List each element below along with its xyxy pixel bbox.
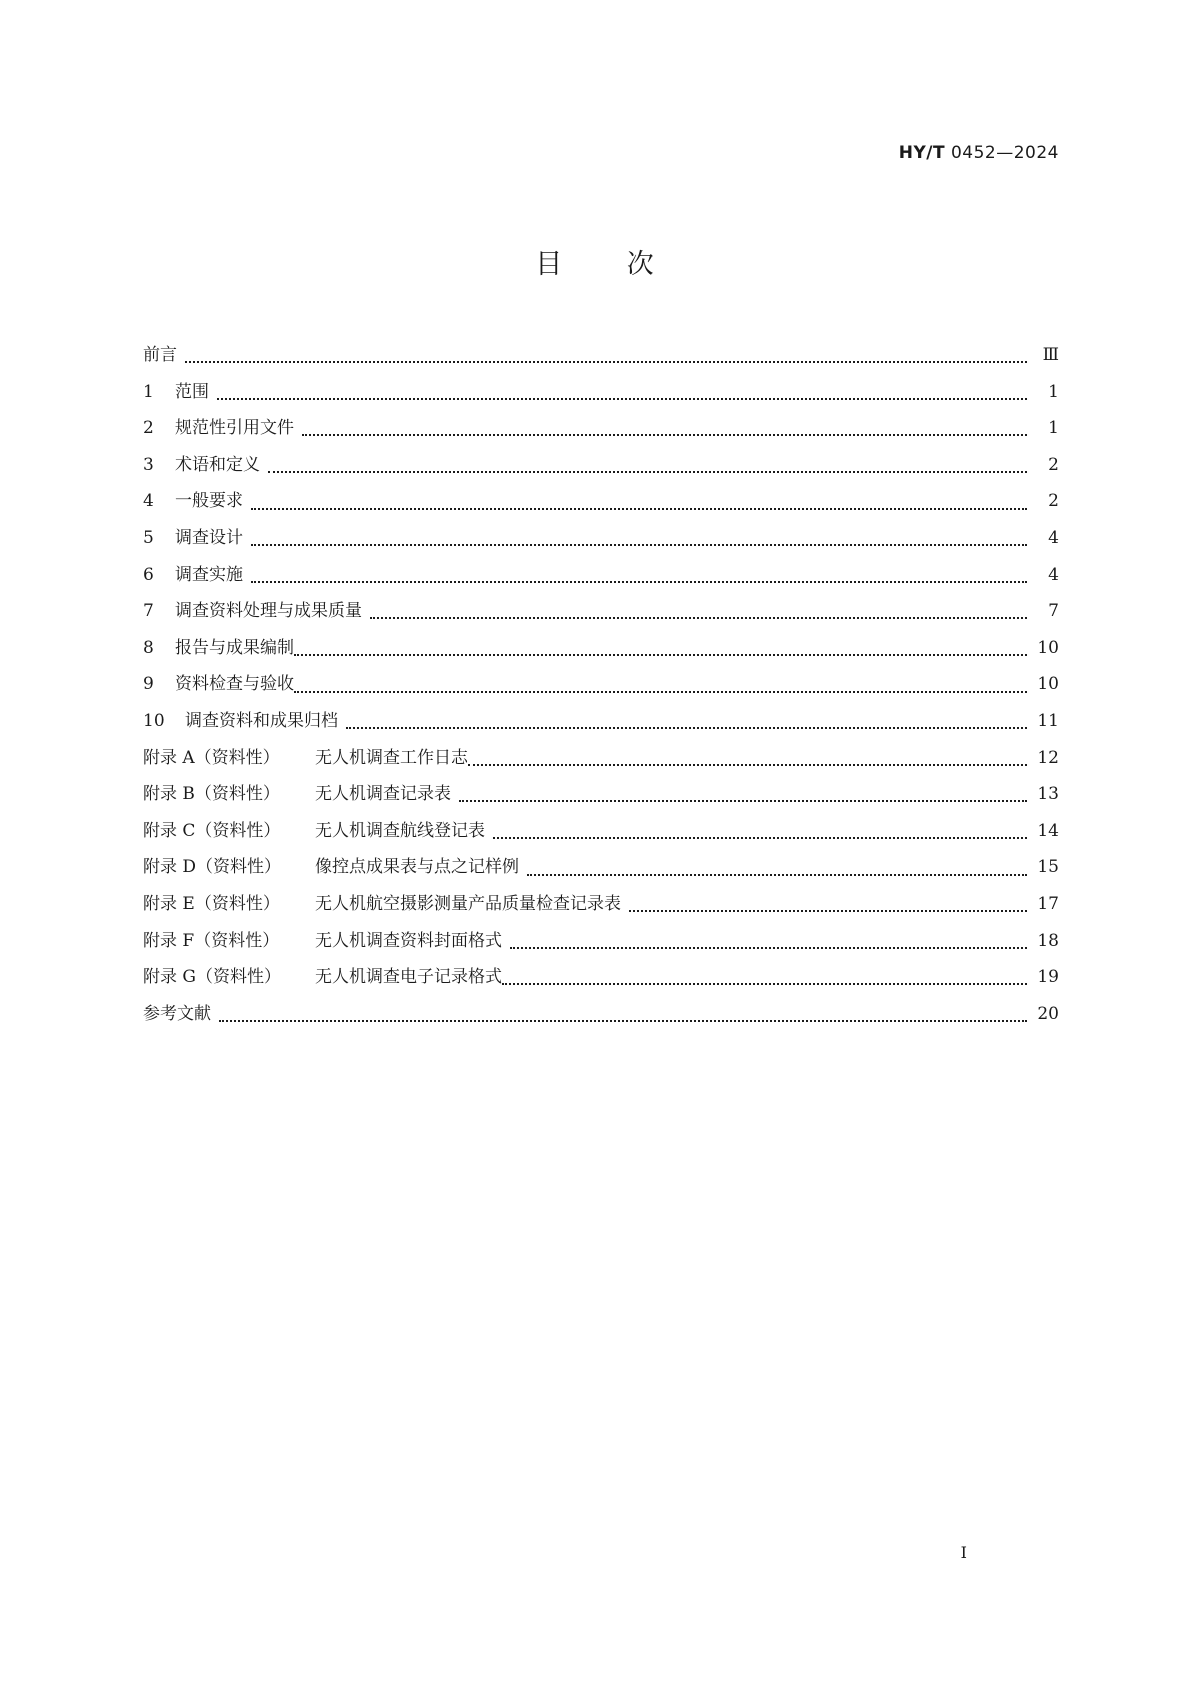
toc-leader (251, 544, 1027, 546)
toc-page-number: 7 (1048, 601, 1059, 622)
toc-leader (629, 910, 1027, 912)
standard-number: 0452—2024 (950, 143, 1059, 163)
toc-entry-label: 资料检查与验收 (175, 674, 294, 695)
toc-entry-label: 像控点成果表与点之记样例 (315, 857, 519, 878)
toc-leader (219, 1020, 1027, 1022)
toc-leader (510, 947, 1027, 949)
toc-appendix-b[interactable] (143, 779, 1059, 816)
toc-entry-label: 调查资料处理与成果质量 (175, 601, 362, 622)
toc-leader (185, 361, 1027, 363)
toc-leader (459, 800, 1027, 802)
toc-entry-label: 前言 (143, 345, 177, 365)
toc-leader (370, 617, 1027, 619)
standard-prefix: HY/T (898, 143, 946, 163)
toc-leader (468, 764, 1027, 766)
page-number: I (960, 1543, 967, 1562)
standard-code (899, 143, 1059, 163)
toc-leader (217, 398, 1027, 400)
toc-entry-label: 无人机航空摄影测量产品质量检查记录表 (315, 893, 621, 914)
toc-entry-number: 3 (143, 454, 154, 475)
toc-leader (493, 837, 1027, 839)
toc-appendix-g[interactable] (143, 962, 1059, 999)
toc-entry-label: 参考文献 (143, 1003, 211, 1024)
toc-entry-label: 范围 (175, 381, 209, 402)
toc-page-number: 10 (1037, 674, 1059, 695)
toc-entry-label: 规范性引用文件 (175, 418, 294, 439)
toc-entry-label: 无人机调查资料封面格式 (315, 930, 502, 951)
appendix-prefix: 附录 B（资料性） (143, 784, 280, 805)
toc-leader (502, 983, 1027, 985)
toc-appendix-e[interactable] (143, 889, 1059, 926)
toc-page-number: 1 (1048, 418, 1059, 439)
toc-entry-3[interactable] (143, 450, 1059, 487)
toc-page-number: 14 (1037, 820, 1059, 841)
page-title: 目 次 (535, 249, 656, 280)
toc-entry-number: 9 (143, 674, 154, 695)
toc-leader (346, 727, 1027, 729)
toc-page-number: 19 (1037, 967, 1059, 988)
toc-appendix-f[interactable] (143, 926, 1059, 963)
toc-entry-label: 无人机调查航线登记表 (315, 820, 485, 841)
toc-entry-number: 6 (143, 564, 154, 585)
toc-entry-number: 2 (143, 418, 154, 439)
toc-entry-label: 无人机调查电子记录格式 (315, 967, 502, 988)
toc-page-number: 4 (1048, 564, 1059, 585)
toc-entry-label: 无人机调查记录表 (315, 784, 451, 805)
toc-entry-5[interactable] (143, 523, 1059, 560)
toc-entry-foreword[interactable] (143, 340, 1059, 377)
toc-page-number: 17 (1037, 893, 1059, 914)
toc-entry-6[interactable] (143, 560, 1059, 597)
toc-appendix-c[interactable] (143, 816, 1059, 853)
toc-page-number: 4 (1048, 527, 1059, 548)
appendix-prefix: 附录 F（资料性） (143, 930, 280, 951)
toc-entry-8[interactable] (143, 633, 1059, 670)
toc-entry-number: 4 (143, 491, 154, 512)
toc-page-number: 15 (1037, 857, 1059, 878)
toc-page-number: 18 (1037, 930, 1059, 951)
toc-page-number: 1 (1048, 381, 1059, 402)
toc-entry-label: 调查设计 (175, 527, 243, 548)
toc-entry-label: 调查资料和成果归档 (185, 710, 338, 731)
toc-entry-1[interactable] (143, 377, 1059, 414)
toc-leader (251, 508, 1027, 510)
toc-entry-2[interactable] (143, 413, 1059, 450)
toc-entry-7[interactable] (143, 596, 1059, 633)
toc-page-number: 12 (1037, 747, 1059, 768)
toc-entry-number: 1 (143, 381, 154, 402)
appendix-prefix: 附录 D（资料性） (143, 857, 282, 878)
toc-leader (251, 581, 1027, 583)
toc-entry-label: 术语和定义 (175, 454, 260, 475)
toc-appendix-d[interactable] (143, 852, 1059, 889)
toc-entry-number: 5 (143, 527, 154, 548)
toc-entry-references[interactable] (143, 999, 1059, 1036)
toc-entry-number: 8 (143, 637, 154, 658)
appendix-prefix: 附录 E（资料性） (143, 893, 280, 914)
toc-leader (294, 654, 1027, 656)
toc-entry-number: 10 (143, 710, 165, 731)
table-of-contents (143, 340, 1059, 1035)
toc-page-number: 20 (1037, 1003, 1059, 1024)
toc-appendix-a[interactable] (143, 743, 1059, 780)
appendix-prefix: 附录 A（资料性） (143, 747, 280, 768)
toc-page-number: 2 (1048, 454, 1059, 475)
toc-entry-label: 无人机调查工作日志 (315, 747, 468, 768)
toc-page-number: 10 (1037, 637, 1059, 658)
toc-leader (268, 471, 1027, 473)
toc-leader (302, 434, 1027, 436)
appendix-prefix: 附录 C（资料性） (143, 820, 281, 841)
toc-leader (527, 874, 1027, 876)
toc-page-number: 11 (1037, 710, 1059, 731)
appendix-prefix: 附录 G（资料性） (143, 967, 281, 988)
toc-entry-9[interactable] (143, 669, 1059, 706)
toc-entry-label: 调查实施 (175, 564, 243, 585)
toc-leader (294, 691, 1027, 693)
toc-entry-4[interactable] (143, 486, 1059, 523)
toc-entry-10[interactable] (143, 706, 1059, 743)
toc-entry-label: 一般要求 (175, 491, 243, 512)
toc-page-number: 13 (1037, 784, 1059, 805)
toc-page-number: Ⅲ (1042, 345, 1059, 365)
toc-page-number: 2 (1048, 491, 1059, 512)
toc-entry-label: 报告与成果编制 (175, 637, 294, 658)
toc-entry-number: 7 (143, 601, 154, 622)
